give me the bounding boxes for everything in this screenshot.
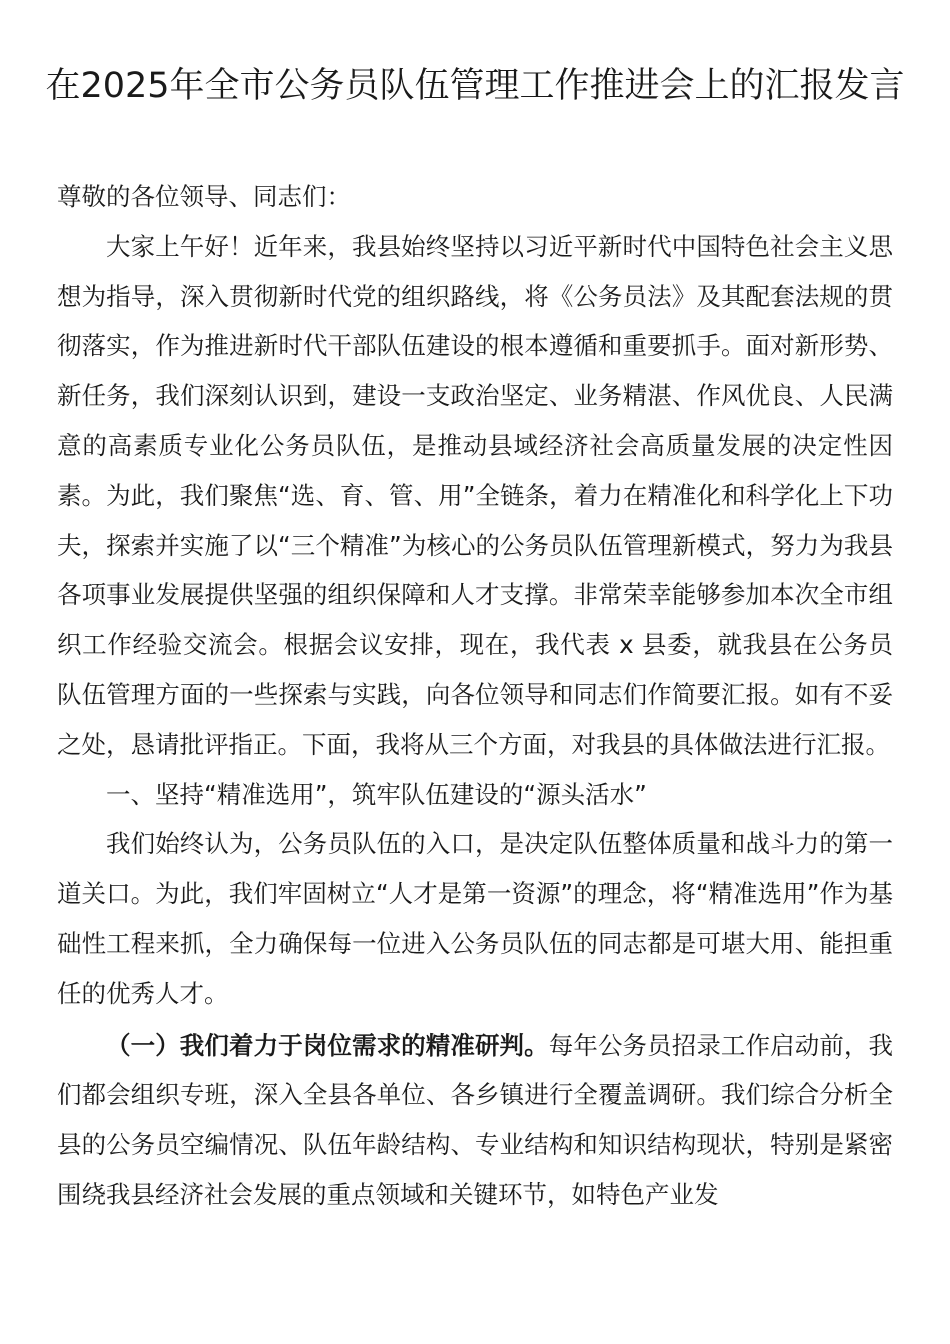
salutation: 尊敬的各位领导、同志们：	[57, 182, 351, 211]
section-heading: 一、坚持“精准选用”，筑牢队伍建设的“源头活水”	[106, 779, 647, 809]
subsection-text: 每年公务员招录工作启动前，我们都会组织专班，深入全县各单位、各乡镇进行全覆盖调研。我们综合分析全县的公务员空编情况、队伍年龄结构、专业结构和知识结构现状，特别是紧密围绕我县经济社会发展的重点领域和关键环节，如特色产业发	[57, 1030, 894, 1209]
subsection-lead: （一）我们着力于岗位需求的精准研判。	[106, 1030, 549, 1060]
subsection-paragraph	[57, 1021, 893, 1220]
document-title: 在2025年全市公务员队伍管理工作推进会上的汇报发言	[45, 66, 905, 106]
opening-paragraph: 大家上午好！近年来，我县始终坚持以习近平新时代中国特色社会主义思想为指导，深入贯彻新时代党的组织路线，将《公务员法》及其配套法规的贯彻落实，作为推进新时代干部队伍建设的根本遵循和重要抓手。面对新形势、新任务，我们深刻认识到，建设一支政治坚定、业务精湛、作风优良、人民满意的高素质专业化公务员队伍，是推动县域经济社会高质量发展的决定性因素。为此，我们聚焦“选、育、管、用”全链条，着力在精准化和科学化上下功夫，探索并实施了以“三个精准”为核心的公务员队伍管理新模式，努力为我县各项事业发展提供坚强的组织保障和人才支撑。非常荣幸能够参加本次全市组织工作经验交流会。根据会议安排，现在，我代表 x 县委，就我县在公务员队伍管理方面的一些探索与实践，向各位领导和同志们作简要汇报。如有不妥之处，恳请批评指正。下面，我将从三个方面，对我县的具体做法进行汇报。	[57, 231, 893, 759]
section-paragraph: 我们始终认为，公务员队伍的入口，是决定队伍整体质量和战斗力的第一道关口。为此，我们牢固树立“人才是第一资源”的理念，将“精准选用”作为基础性工程来抓，全力确保每一位进入公务员队伍的同志都是可堪大用、能担重任的优秀人才。	[57, 829, 893, 1008]
document-body	[57, 172, 893, 1220]
